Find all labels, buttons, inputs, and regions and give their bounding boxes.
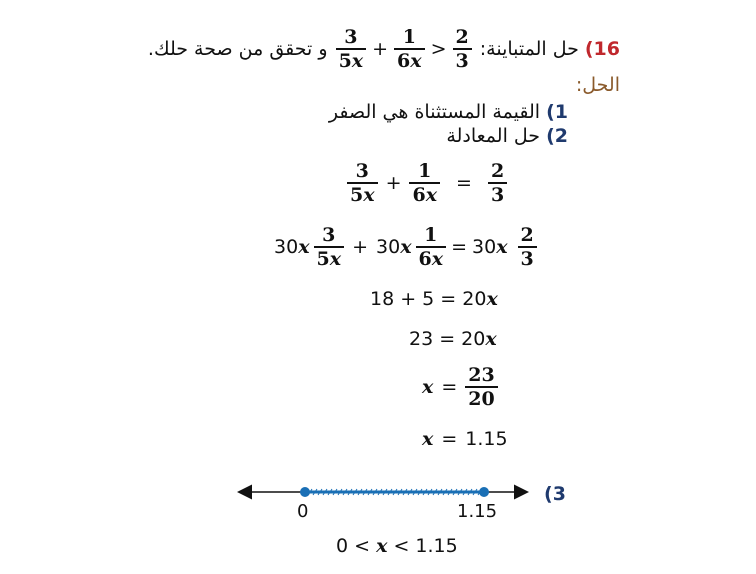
point-left [300, 487, 310, 497]
eq1-f1-den: 5x [350, 184, 375, 206]
equation-2 [272, 224, 539, 270]
step-2 [446, 125, 568, 147]
problem-number: 16) [584, 38, 620, 60]
eq2-coef1: 30x [274, 236, 310, 258]
step-2-text: حل المعادلة [446, 125, 541, 147]
eq5-lhs: x [422, 376, 434, 398]
number-line-label-right: 1.15 [457, 501, 498, 522]
eq2-frac1 [314, 224, 345, 270]
problem-line [148, 26, 620, 72]
problem-text-after: و تحقق من صحة حلك. [147, 38, 328, 60]
eq2-f1-num: 3 [322, 224, 336, 246]
frac1-den: 6x [397, 50, 422, 72]
equation-1 [345, 160, 509, 206]
eq2-frac3 [518, 224, 537, 270]
eq1-f2-den: 6x [412, 184, 438, 206]
step-3-number: 3) [544, 483, 566, 505]
eq1-frac2 [409, 160, 440, 206]
answer [336, 535, 458, 557]
eq1-f3-num: 2 [490, 160, 505, 182]
equation-4: 23 = 20x [409, 328, 497, 350]
equation-6 [420, 428, 510, 450]
step-1-number: 1) [546, 101, 568, 123]
number-line-shading [305, 489, 484, 495]
eq5-frac [465, 364, 497, 410]
eq2-coef3: 30x [472, 236, 508, 258]
equation-3: 18 + 5 = 20x [370, 288, 498, 310]
solution-label: الحل: [575, 74, 620, 96]
frac1-num: 1 [402, 26, 416, 48]
eq2-plus: + [352, 236, 368, 258]
eq1-frac1 [347, 160, 378, 206]
answer-text: 0 < x < 1.15 [336, 535, 458, 557]
eq2-f3-num: 2 [520, 224, 534, 246]
step-1-text: القيمة المستثناة هي الصفر [328, 101, 541, 123]
eq2-equals: = [451, 236, 467, 258]
eq1-frac3 [488, 160, 507, 206]
frac-two [336, 26, 367, 72]
eq6-lhs: x [422, 428, 434, 450]
eq2-coef2: 30x [376, 236, 412, 258]
number-line-label-left: 0 [297, 501, 309, 522]
eq5-equals: = [441, 376, 458, 398]
problem-text-before: حل المتباينة: [479, 38, 579, 60]
eq1-f1-num: 3 [355, 160, 369, 182]
eq2-f1-den: 5x [316, 248, 342, 270]
step-1 [329, 101, 568, 123]
frac-one [394, 26, 425, 72]
lhs-frac-num: 2 [455, 26, 469, 48]
frac2-den: 5x [338, 50, 364, 72]
eq6-equals: = [441, 428, 458, 450]
eq5-den: 20 [468, 388, 495, 410]
eq1-f2-num: 1 [418, 160, 432, 182]
eq6-rhs: 1.15 [465, 428, 508, 450]
eq2-f3-den: 3 [520, 248, 534, 270]
point-right [479, 487, 489, 497]
lhs-frac-den: 3 [455, 50, 469, 72]
frac2-num: 3 [344, 26, 358, 48]
step-2-number: 2) [546, 125, 568, 147]
less-than-sign: < [430, 38, 447, 60]
eq1-plus: + [385, 172, 402, 194]
eq2-frac2 [416, 224, 447, 270]
eq5-num: 23 [468, 364, 495, 386]
eq1-f3-den: 3 [490, 184, 505, 206]
equation-5 [420, 364, 500, 410]
plus-sign: + [372, 38, 389, 60]
eq1-equals: = [456, 172, 472, 194]
eq2-f2-num: 1 [424, 224, 438, 246]
eq2-f2-den: 6x [418, 248, 444, 270]
lhs-fraction [453, 26, 472, 72]
